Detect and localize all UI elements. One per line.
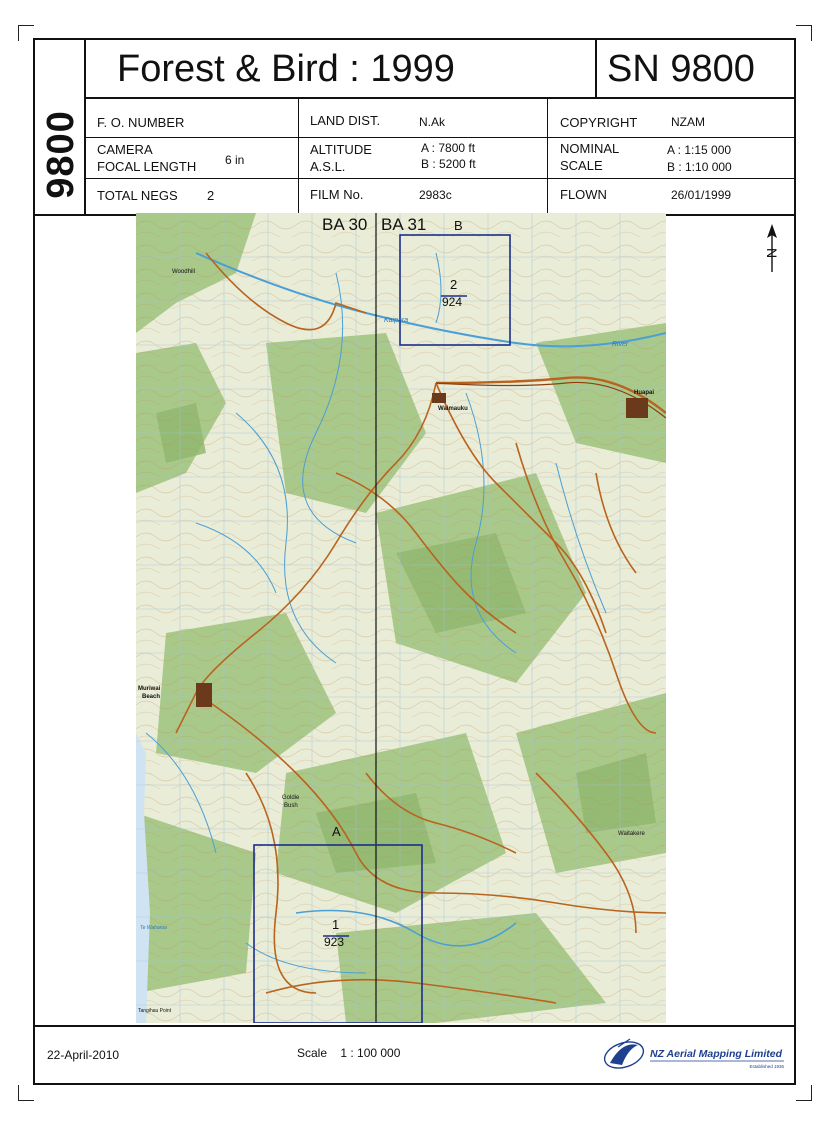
camera-label: CAMERA [97, 142, 153, 157]
place-beach: Beach [142, 694, 161, 700]
place-kaipara: Kaipara [384, 317, 409, 324]
map-scale: Scale 1 : 100 000 [297, 1046, 401, 1060]
altitude-label: ALTITUDE [310, 142, 372, 157]
place-tangihau: Tangihau Point [138, 1008, 172, 1014]
scale-b-value: B : 1:10 000 [667, 160, 732, 174]
row-divider-1 [85, 137, 794, 138]
land-dist-value: N.Ak [419, 115, 446, 129]
col-divider-2 [547, 98, 548, 215]
crop-mark-br-v [811, 1085, 812, 1101]
place-river: River [612, 341, 629, 348]
place-huapai: Huapai [634, 390, 655, 396]
total-negs-value: 2 [207, 188, 215, 203]
sn-divider [595, 40, 597, 98]
place-waitakere: Waitakere [618, 831, 645, 837]
place-waimauku: Waimauku [438, 406, 468, 412]
sheet-title: Forest & Bird : 1999 [117, 48, 455, 90]
strip-label-ba30: BA 30 [322, 215, 368, 234]
film-label: FILM No. [310, 187, 364, 202]
photo-2-number[interactable]: 2 [450, 277, 458, 292]
film-value: 2983c [419, 188, 452, 202]
photo-2-frame[interactable]: 924 [442, 295, 463, 309]
scale-label: SCALE [560, 158, 603, 173]
company-established: Established 1936 [749, 1064, 784, 1069]
crop-mark-tl-h [18, 25, 34, 26]
company-name: NZ Aerial Mapping Limited [650, 1048, 783, 1060]
north-letter: N [764, 247, 780, 259]
fo-number-label: F. O. NUMBER [97, 115, 185, 130]
focal-length-label: FOCAL LENGTH [97, 159, 197, 174]
crop-mark-tr-v [811, 25, 812, 41]
focal-length-value: 6 in [225, 153, 245, 167]
crop-mark-tl-v [18, 25, 19, 41]
flown-value: 26/01/1999 [671, 188, 732, 202]
photo-1-frame[interactable]: 923 [324, 935, 345, 949]
crop-mark-bl-h [18, 1100, 34, 1101]
asl-label: A.S.L. [310, 159, 346, 174]
place-woodhill: Woodhill [172, 269, 195, 275]
strip-label-ba31: BA 31 [381, 215, 427, 234]
flown-label: FLOWN [560, 187, 607, 202]
crop-mark-br-h [796, 1100, 812, 1101]
north-arrow [763, 222, 781, 279]
run-label-a: A [332, 824, 341, 839]
place-te-waharoa: Te Waharoa [140, 925, 167, 931]
total-negs-label: TOTAL NEGS [97, 188, 178, 203]
col-divider-1 [298, 98, 299, 215]
footer-top-line [35, 1025, 794, 1027]
run-label-b: B [454, 218, 463, 233]
nominal-label: NOMINAL [560, 141, 620, 156]
place-bush: Bush [284, 803, 298, 809]
row-divider-2 [85, 178, 794, 179]
crop-mark-tr-h [796, 25, 812, 26]
altitude-b-value: B : 5200 ft [421, 157, 476, 171]
company-logo [600, 1035, 790, 1080]
side-code: 9800 [39, 109, 82, 199]
altitude-a-value: A : 7800 ft [421, 141, 476, 155]
map-graphic [136, 213, 666, 1023]
topographic-map[interactable] [136, 213, 666, 1023]
photo-1-number[interactable]: 1 [332, 917, 340, 932]
place-muriwai: Muriwai [138, 686, 161, 692]
sheet-sn: SN 9800 [607, 48, 755, 90]
title-bottom-line [85, 97, 794, 99]
place-goldie: Goldie [282, 795, 300, 801]
scale-a-value: A : 1:15 000 [667, 143, 732, 157]
crop-mark-bl-v [18, 1085, 19, 1101]
copyright-label: COPYRIGHT [560, 115, 638, 130]
print-date: 22-April-2010 [47, 1048, 120, 1062]
land-dist-label: LAND DIST. [310, 113, 381, 128]
copyright-value: NZAM [671, 115, 705, 129]
